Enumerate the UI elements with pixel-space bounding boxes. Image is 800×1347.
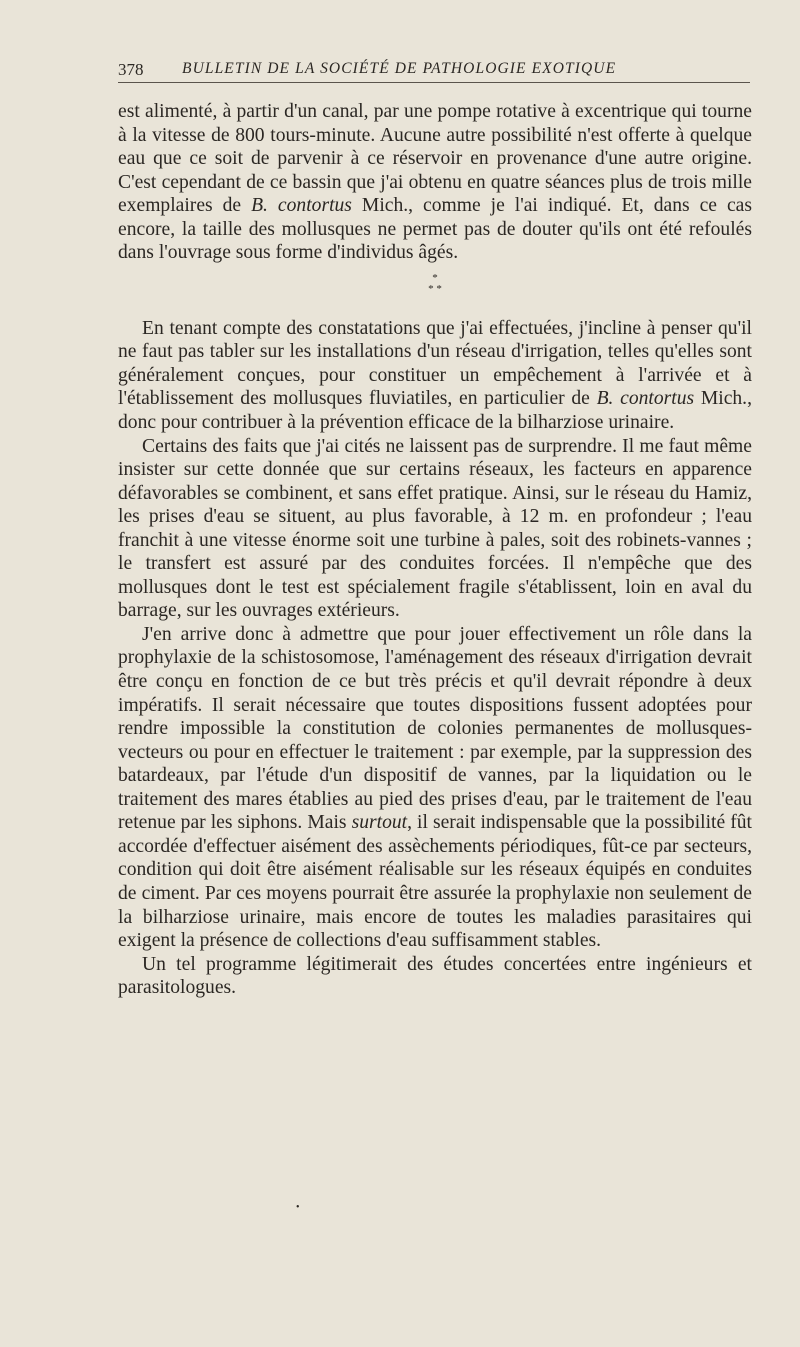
paragraph-4: J'en arrive donc à admettre que pour jouer effectivement un rôle dans la prophylaxie de la schistosomose, l'aménagement des réseaux d'irrigation devrait être conçu en fonction de ce but très précis et qu'il devrait répondre à deux impératifs. Il serait nécessaire que toutes dispositions fussent adoptées pour rendre impossible la constitution de colonies permanentes de mollusques-vecteurs ou pour en effectuer le traitement : par exemple, par la suppression des batardeaux, par l'étude d'un dispositif de vannes, par la liquidation ou le traitement des mares établies au pied des prises d'eau, par le traitement de l'eau retenue par les siphons. Mais surtout, il serait indispensable que la possibilité fût accordée d'effectuer aisément des assèchements périodiques, fût-ce par secteurs, condition qui doit être aisément réalisable sur les réseaux équipés en conduites de ciment. Par ces moyens pourrait être assurée la prophylaxie non seulement de la bilharziose urinaire, mais encore de toutes les maladies parasitaires qui exigent la présence de collections d'eau suffisamment stables. <box>118 623 752 952</box>
footer-mark: • <box>296 1202 300 1213</box>
page-header <box>118 56 750 83</box>
page-number: 378 <box>118 60 144 79</box>
separator-bottom-stars: * * <box>428 282 442 295</box>
paragraph-1: est alimenté, à partir d'un canal, par une pompe rotative à excentrique qui tourne à la vitesse de 800 tours-minute. Aucune autre possibilité n'est offerte à quelque eau que ce soit de parvenir à ce réservoir en provenance d'une autre origine. C'est cependant de ce bassin que j'ai obtenu en quatre séances plus de trois mille exemplaires de B. contortus Mich., comme je l'ai indiqué. Et, dans ce cas encore, la taille des mollusques ne permet pas de douter qu'ils ont été refoulés dans l'ouvrage sous forme d'individus âgés. <box>118 101 752 264</box>
running-title: BULLETIN DE LA SOCIÉTÉ DE PATHOLOGIE EXOTIQUE <box>182 60 617 77</box>
paragraph-2: En tenant compte des constatations que j'ai effectuées, j'incline à penser qu'il ne faut pas tabler sur les installations d'un réseau d'irrigation, telles qu'elles sont généralement conçues, pour constituer un empêchement à l'arrivée et à l'établissement des mollusques fluviatiles, en particulier de B. contortus Mich., donc pour contribuer à la prévention efficace de la bilharziose urinaire. <box>118 317 752 434</box>
emphasis-word: surtout <box>351 812 408 834</box>
species-name: B. contortus <box>251 195 352 217</box>
paragraph-5: Un tel programme légitimerait des études concertées entre ingénieurs et parasitologues. <box>118 953 752 999</box>
body-text <box>118 100 752 1000</box>
species-name: B. contortus <box>596 388 695 410</box>
separator-top-star: * <box>432 271 438 284</box>
paragraph-3: Certains des faits que j'ai cités ne laissent pas de surprendre. Il me faut même insister sur cette donnée que sur certains réseaux, les facteurs en apparence défavorables se combinent, et sans effet pratique. Ainsi, sur le réseau du Hamiz, les prises d'eau se situent, au plus favorable, à 12 m. en profondeur ; l'eau franchit à une vitesse énorme soit une turbine à pales, soit des robinets-vannes ; le transfert est assuré par des conduites forcées. Il n'empêche que des mollusques dont le test est spécialement fragile s'établissent, loin en aval du barrage, sur les ouvrages extérieurs. <box>118 435 752 622</box>
section-separator <box>118 273 752 295</box>
